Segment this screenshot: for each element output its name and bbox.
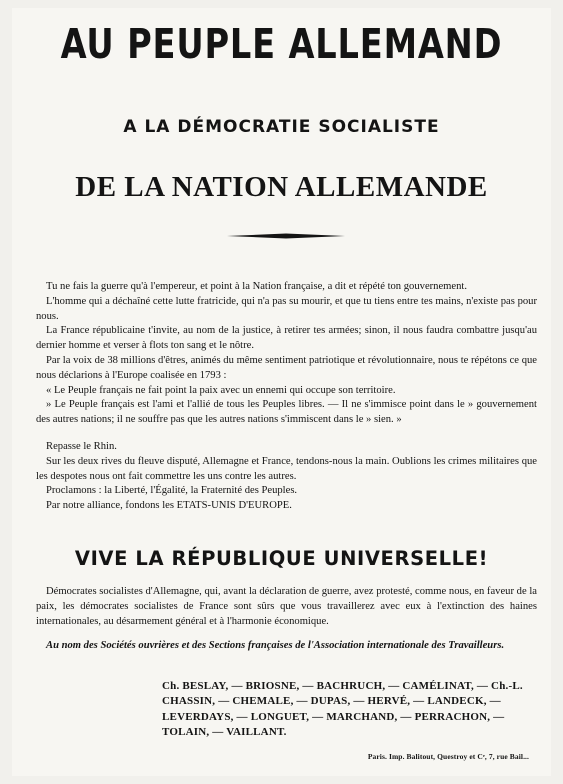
signer-line: TOLAIN, — VAILLANT. — [162, 725, 287, 738]
paragraph: La France républicaine t'invite, au nom de la justice, à retirer tes armées; sinon, il nous faudra combattre jusqu'au dernier homme et verser à flots ton sang et le nôtre. — [36, 325, 537, 352]
paragraph: Tu ne fais la guerre qu'à l'empereur, et point à la Nation française, a dit et répété ton gouvernement. — [46, 281, 468, 292]
paragraph: Sur les deux rives du fleuve disputé, Allemagne et France, tendons-nous la main. Oublions les crimes militaires que les despotes nous ont fait commettre les uns contre les autres. — [36, 455, 537, 482]
poster-subtitle-2: DE LA NATION ALLEMANDE — [75, 171, 488, 203]
signatory-organizations — [36, 639, 537, 654]
paragraph: Par la voix de 38 millions d'êtres, animés du même sentiment patriotique et révolutionnaire, nous te répétons ce que nous déclarions à l'Europe coalisée en 1793 : — [36, 354, 537, 381]
paragraph: Démocrates socialistes d'Allemagne, qui, avant la déclaration de guerre, avez protesté, comme nous, en faveur de la paix, les démocrates socialistes de France sont sûrs que vous travaillerez avec eux à l'extinction des haines internationales, au désarmement général et à l'harmonie économique. — [36, 586, 537, 627]
poster-title: AU PEUPLE ALLEMAND — [60, 20, 503, 68]
signer-line: Ch. BESLAY, — BRIOSNE, — BACHRUCH, — CAMÉLINAT, — Ch.-L. — [162, 680, 523, 692]
quotation-line: » Le Peuple français est l'ami et l'allié de tous les Peuples libres. — Il ne s'immisce point dans le » gouvernement des autres nations; il ne souffre pas que les autres nations s'immiscent dans le » sien. » — [36, 399, 537, 426]
quotation-line: « Le Peuple français ne fait point la paix avec un ennemi qui occupe son territoire. — [46, 384, 396, 396]
slogan-heading: VIVE LA RÉPUBLIQUE UNIVERSELLE! — [74, 547, 489, 570]
paragraph: Au nom des Sociétés ouvrières et des Sections françaises de l'Association internationale des Travailleurs. — [46, 640, 505, 651]
signer-line: LEVERDAYS, — LONGUET, — MARCHAND, — PERRACHON, — — [162, 710, 505, 723]
paragraph: Par notre alliance, fondons les ETATS-UNIS D'EUROPE. — [46, 500, 292, 512]
poster — [12, 8, 551, 776]
paragraph: L'homme qui a déchaîné cette lutte fratricide, qui n'a pas su mourir, et que tu tiens entre tes mains, n'existe pas pour nous. — [36, 295, 537, 322]
paragraph: Repasse le Rhin. — [46, 440, 117, 452]
poster-subtitle-1: A LA DÉMOCRATIE SOCIALISTE — [123, 117, 440, 137]
signatory-names — [162, 679, 542, 740]
printer-imprint: Paris. Imp. Balitout, Questroy et Cᵉ, 7, rue Bail... — [367, 752, 529, 761]
ornamental-rule — [227, 233, 345, 239]
signer-line: CHASSIN, — CHEMALE, — DUPAS, — HERVÉ, — LANDECK, — — [162, 695, 501, 708]
appeal-paragraph — [36, 585, 537, 629]
proclamation-body — [36, 280, 537, 514]
paragraph: Proclamons : la Liberté, l'Égalité, la Fraternité des Peuples. — [46, 485, 298, 497]
